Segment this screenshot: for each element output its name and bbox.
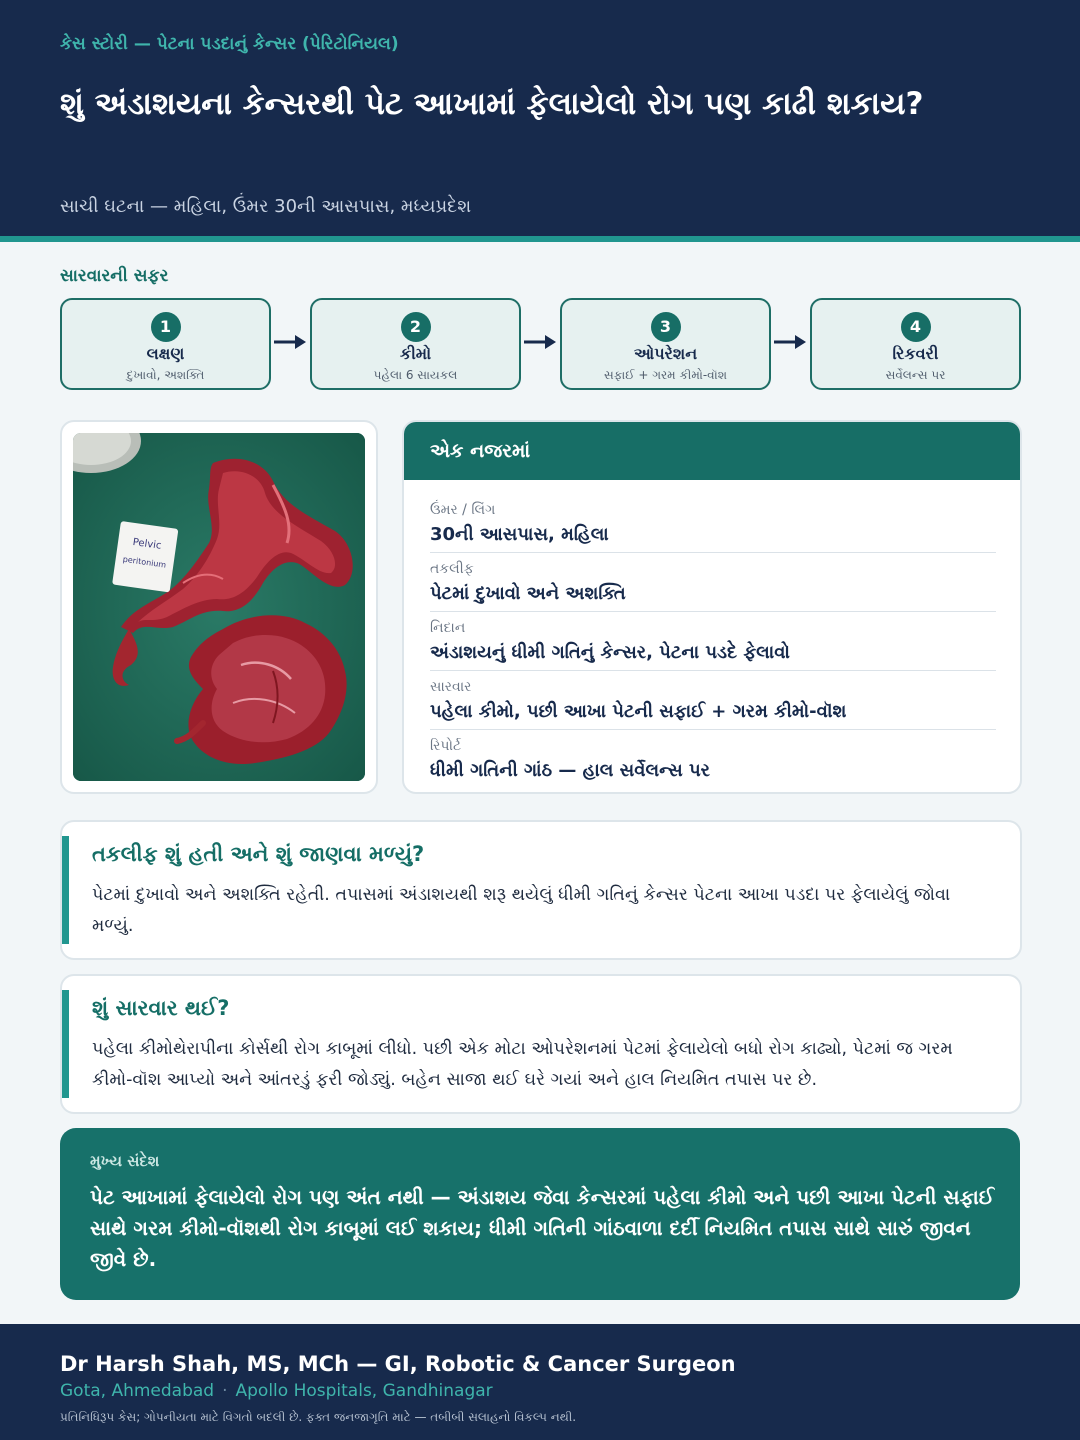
fact-label: સારવાર [430,679,472,695]
fact-value: પેટમાં દુખાવો અને અશક્તિ [430,583,626,604]
page-title: શું અંડાશયના કેન્સરથી પેટ આખામાં ફેલાયેલો રોગ પણ કાઢી શકાય? [60,86,924,122]
photo-label-line1: Pelvic [131,536,163,552]
key-message-card [60,1128,1020,1300]
arrow-right-icon [773,332,807,352]
step-number: 4 [901,312,931,342]
photo-label-line2: peritonium [122,554,167,570]
fact-row-report [430,730,996,788]
journey-label: સારવારની સફર [60,266,169,286]
problem-card [60,820,1022,960]
fact-label: નિદાન [430,620,466,636]
key-message-label: મુખ્ય સંદેશ [90,1152,160,1170]
fact-value: અંડાશયનું ધીમી ગતિનું કેન્સર, પેટના પડદે ફેલાવો [430,642,790,663]
case-kicker: કેસ સ્ટોરી — પેટના પડદાનું કેન્સર (પેરિટોનિયલ) [60,34,399,54]
journey-step-chemo [310,298,521,390]
step-detail: સર્વેલન્સ પર [885,368,946,382]
footer [0,1324,1080,1440]
step-number: 2 [401,312,431,342]
journey-step-symptoms [60,298,271,390]
fact-label: ઉંમર / લિંગ [430,502,496,518]
journey-step-recovery [810,298,1021,390]
disclaimer: પ્રતિનિધિરૂપ કેસ; ગોપનીયતા માટે વિગતો બદલી છે. ફક્ત જનજાગૃતિ માટે — તબીબી સલાહનો વિકલ્પ નથી. [60,1410,577,1424]
at-a-glance-card [402,420,1022,794]
key-message-body: પેટ આખામાં ફેલાયેલો રોગ પણ અંત નથી — અંડાશય જેવા કેન્સરમાં પહેલા કીમો અને પછી આખા પેટની સફાઈ સાથે ગરમ કીમો-વૉશથી રોગ કાબૂમાં લઈ શકાય; ધીમી ગતિની ગાંઠવાળા દર્દી નિયમિત તપાસ સાથે સારું જીવન જીવે છે. [90,1185,995,1271]
step-detail: પહેલા 6 સાયકલ [373,368,458,382]
arrow-right-icon [523,332,557,352]
fact-row-diagnosis [430,612,996,671]
step-detail: દુખાવો, અશક્તિ [126,368,205,382]
header [0,0,1080,236]
accent-bar [62,990,69,1098]
fact-list [430,494,996,788]
treatment-heading: શું સારવાર થઈ? [92,996,230,1020]
accent-bar [62,836,69,944]
location-apollo: Apollo Hospitals, Gandhinagar [235,1381,493,1401]
step-number: 1 [151,312,181,342]
location-separator: · [222,1381,228,1401]
specimen-photo [73,433,365,781]
problem-heading: તકલીફ શું હતી અને શું જાણવા મળ્યું? [92,842,425,866]
fact-label: રિપોર્ટ [430,738,462,754]
treatment-card [60,974,1022,1114]
step-number: 3 [651,312,681,342]
fact-value: પહેલા કીમો, પછી આખા પેટની સફાઈ + ગરમ કીમો-વૉશ [430,701,847,722]
fact-row-treatment [430,671,996,730]
header-accent-strip [0,236,1080,242]
fact-label: તકલીફ [430,561,474,577]
arrow-right-icon [273,332,307,352]
fact-row-age-sex [430,494,996,553]
at-a-glance-title: એક નજરમાં [404,422,1020,480]
step-name: કીમો [399,344,432,363]
step-name: રિકવરી [892,344,939,363]
treatment-body: પહેલા કીમોથેરાપીના કોર્સથી રોગ કાબૂમાં લીધો. પછી એક મોટા ઓપરેશનમાં પેટમાં ફેલાયેલો બધો રોગ કાઢ્યો, પેટમાં જ ગરમ કીમો-વૉશ આપ્યો અને આંતરડું ફરી જોડ્યું. બહેન સાજા થઈ ઘરે ગયાં અને હાલ નિયમિત તપાસ પર છે. [92,1039,953,1090]
fact-row-complaint [430,553,996,612]
location-gota: Gota, Ahmedabad [60,1381,215,1401]
doctor-name: Dr Harsh Shah, MS, MCh — GI, Robotic & Cancer Surgeon [60,1352,736,1376]
problem-body: પેટમાં દુખાવો અને અશક્તિ રહેતી. તપાસમાં અંડાશયથી શરૂ થયેલું ધીમી ગતિનું કેન્સર પેટના આખા પડદા પર ફેલાયેલું જોવા મળ્યું. [92,885,951,936]
fact-value: ધીમી ગતિની ગાંઠ — હાલ સર્વેલન્સ પર [430,760,710,781]
specimen-photo-card [60,420,378,794]
journey-steps [60,298,1022,390]
step-detail: સફાઈ + ગરમ કીમો-વૉશ [604,368,727,382]
fact-value: 30ની આસપાસ, મહિલા [430,524,609,545]
step-name: ઓપરેશન [633,344,698,363]
page-subtitle: સાચી ઘટના — મહિલા, ઉંમર 30ની આસપાસ, મધ્યપ્રદેશ [60,196,472,217]
doctor-locations [60,1381,493,1401]
step-name: લક્ષણ [146,344,185,363]
journey-step-surgery [560,298,771,390]
